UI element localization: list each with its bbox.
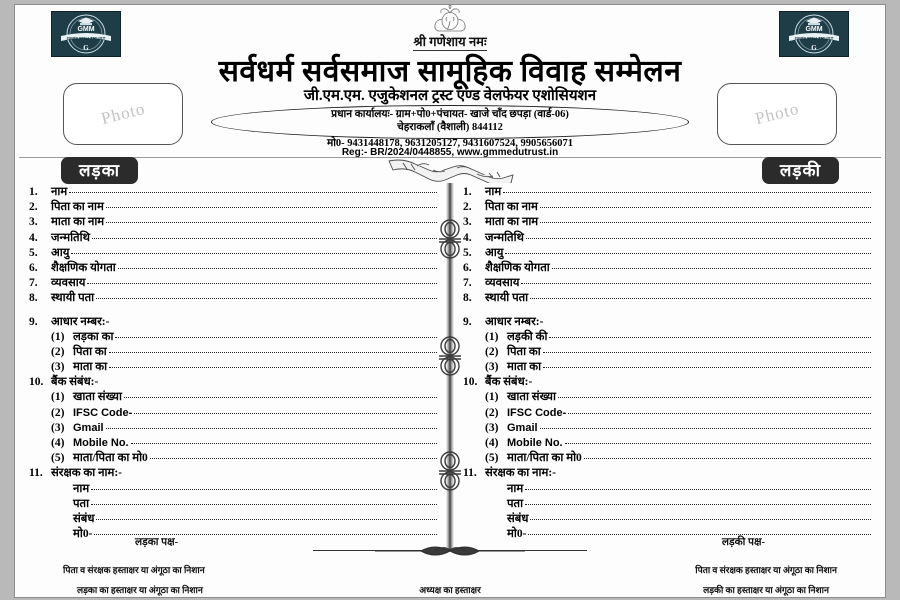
chairman-signature-label: अध्यक्ष का हस्ताक्षर: [419, 585, 481, 595]
field-label: नाम: [73, 482, 90, 495]
field-number: (4): [485, 437, 499, 449]
field-write-in-line[interactable]: [115, 337, 437, 338]
field-label: आयु: [51, 246, 70, 259]
form-field-row: [463, 362, 871, 377]
form-field-row: [463, 187, 871, 202]
field-label: संबंध: [73, 512, 95, 525]
field-number: 1.: [463, 186, 472, 198]
field-label: नाम: [507, 482, 524, 495]
field-number: (3): [485, 421, 499, 434]
ornamental-column-divider: [433, 183, 467, 551]
organization-name: जी.एम.एम. एजुकेशनल ट्रस्ट एण्ड वेलफेयर एशोसियशन: [303, 88, 597, 104]
form-field-row: [29, 187, 437, 202]
field-label: पिता का नाम: [51, 201, 104, 214]
form-section-heading: [463, 468, 871, 483]
field-write-in-line[interactable]: [549, 337, 871, 338]
field-number: (1): [51, 391, 65, 404]
field-number: (3): [485, 361, 499, 374]
svg-text:GMM: GMM: [77, 26, 95, 33]
form-field-row: [29, 514, 437, 529]
field-label: खाता संख्या: [507, 391, 556, 404]
svg-text:GMM EDU TRUST: GMM EDU TRUST: [794, 36, 834, 41]
svg-text:G: G: [83, 44, 89, 52]
field-label: माता का नाम: [51, 216, 105, 229]
form-field-row: [463, 499, 871, 514]
ganesha-icon: [427, 5, 473, 35]
field-label: पिता का नाम: [485, 201, 538, 214]
field-label: आधार नम्बर:-: [51, 315, 110, 328]
field-number: (3): [51, 361, 65, 374]
field-write-in-line[interactable]: [106, 207, 437, 208]
field-write-in-line[interactable]: [525, 504, 871, 505]
field-number: 9.: [29, 315, 38, 328]
form-field-row: [29, 392, 437, 407]
field-number: 4.: [29, 231, 38, 244]
form-field-row: [29, 263, 437, 278]
groom-side-label: लड़का पक्ष-: [135, 537, 179, 548]
field-write-in-line[interactable]: [525, 489, 871, 490]
field-write-in-line[interactable]: [568, 413, 871, 414]
groom-photo-box[interactable]: [63, 83, 183, 145]
form-field-row: [463, 202, 871, 217]
field-number: 4.: [463, 231, 472, 244]
field-write-in-line[interactable]: [91, 489, 437, 490]
field-number: 9.: [463, 315, 472, 328]
field-number: (1): [51, 330, 65, 343]
field-label: पता: [73, 497, 90, 510]
form-field-row: [29, 233, 437, 248]
form-field-row: [29, 499, 437, 514]
bride-photo-box[interactable]: [717, 83, 837, 145]
field-write-in-line[interactable]: [131, 443, 437, 444]
field-write-in-line[interactable]: [109, 367, 437, 368]
form-field-row: [463, 217, 871, 232]
svg-text:GMM EDU TRUST: GMM EDU TRUST: [66, 36, 106, 41]
field-number: 10.: [463, 376, 478, 389]
field-number: (4): [51, 437, 65, 449]
field-number: 8.: [463, 292, 472, 305]
field-number: 3.: [29, 216, 38, 229]
form-field-row: [463, 248, 871, 263]
bride-side-label: लड़की पक्ष-: [721, 537, 765, 548]
field-label: Gmail: [507, 421, 538, 434]
field-label: Mobile No.: [507, 437, 563, 449]
field-write-in-line[interactable]: [530, 298, 871, 299]
bride-guardian-signature-label: पिता व संरक्षक हस्ताक्षर या अंगूठा का निशान: [695, 565, 837, 575]
field-label: मो0-: [73, 528, 93, 541]
bride-signature-label: लड़की का हस्ताक्षर या अंगूठा का निशान: [703, 585, 829, 595]
field-label: मो0-: [507, 528, 527, 541]
field-write-in-line[interactable]: [521, 283, 871, 284]
field-write-in-line[interactable]: [91, 504, 437, 505]
field-label: शैक्षणिक योगता: [51, 261, 116, 274]
field-label: स्थायी पता: [51, 292, 95, 305]
field-label: बैंक संबंध:-: [485, 376, 533, 389]
field-number: (3): [51, 421, 65, 434]
field-write-in-line[interactable]: [96, 298, 437, 299]
field-label: माता/पिता का मो0: [73, 452, 148, 465]
photo-placeholder-label: Photo: [98, 98, 147, 129]
field-number: 10.: [29, 376, 44, 389]
field-number: (1): [485, 391, 499, 404]
field-label: IFSC Code-: [73, 406, 133, 419]
field-write-in-line[interactable]: [543, 352, 871, 353]
field-label: नाम: [485, 186, 502, 198]
field-label: नाम: [51, 186, 68, 198]
field-label: माता का नाम: [485, 216, 539, 229]
form-field-row: [463, 392, 871, 407]
field-write-in-line[interactable]: [87, 283, 437, 284]
form-field-row: [463, 484, 871, 499]
form-field-row: [463, 514, 871, 529]
field-number: 6.: [463, 261, 472, 274]
field-number: 6.: [29, 261, 38, 274]
contact-phone-numbers: मो0- 9431448178, 9631205127, 9431607524, 9905656071: [326, 138, 574, 149]
field-label: आयु: [485, 246, 504, 259]
field-label: आधार नम्बर:-: [485, 315, 544, 328]
address-line-1: प्रधान कार्यालयः- ग्राम+पो0+पंचायत- खाजे चाँद छपड़ा (वार्ड-06): [331, 109, 569, 120]
form-field-row: [29, 408, 437, 423]
field-label: लड़की की: [507, 330, 548, 343]
form-field-row: [29, 423, 437, 438]
field-write-in-line[interactable]: [92, 238, 437, 239]
field-label: माता का: [73, 361, 108, 374]
address-line-2: चेहराकलाँ (वैशाली) 844112: [397, 122, 503, 134]
form-field-row: [29, 332, 437, 347]
field-number: 8.: [29, 292, 38, 305]
field-label: Gmail: [73, 421, 104, 434]
field-write-in-line[interactable]: [71, 253, 437, 254]
field-number: (1): [485, 330, 499, 343]
field-write-in-line[interactable]: [558, 397, 871, 398]
field-number: 5.: [29, 246, 38, 259]
form-field-row: [463, 332, 871, 347]
form-section-heading: [29, 317, 437, 332]
field-write-in-line[interactable]: [530, 519, 871, 520]
form-field-row: [29, 484, 437, 499]
form-field-row: [29, 248, 437, 263]
form-field-row: [29, 438, 437, 453]
field-label: व्यवसाय: [485, 277, 520, 290]
groom-signature-label: लड़का का हस्ताक्षर या अंगूठा का निशान: [77, 585, 203, 595]
field-write-in-line[interactable]: [109, 352, 437, 353]
field-number: 11.: [29, 467, 43, 480]
field-write-in-line[interactable]: [134, 413, 437, 414]
field-write-in-line[interactable]: [540, 428, 871, 429]
field-write-in-line[interactable]: [526, 238, 871, 239]
form-field-row: [29, 362, 437, 377]
svg-text:GMM: GMM: [805, 26, 823, 33]
form-field-row: [463, 263, 871, 278]
form-field-row: [463, 293, 871, 308]
field-write-in-line[interactable]: [540, 207, 871, 208]
form-field-row: [29, 293, 437, 308]
field-label: बैंक संबंध:-: [51, 376, 99, 389]
field-label: शैक्षणिक योगता: [485, 261, 550, 274]
form-section-heading: [463, 317, 871, 332]
field-label: संबंध: [507, 512, 529, 525]
field-number: (2): [51, 345, 65, 358]
field-write-in-line[interactable]: [118, 268, 437, 269]
form-field-row: [463, 423, 871, 438]
bride-form-fields: [463, 187, 871, 544]
form-field-row: [463, 438, 871, 453]
groom-form-fields: [29, 187, 437, 544]
field-write-in-line[interactable]: [565, 443, 871, 444]
field-label: माता/पिता का मो0: [507, 452, 582, 465]
field-label: खाता संख्या: [73, 391, 122, 404]
field-number: 7.: [463, 277, 472, 290]
field-write-in-line[interactable]: [503, 192, 871, 193]
form-field-row: [29, 347, 437, 362]
field-number: 2.: [29, 201, 38, 214]
field-label: IFSC Code-: [507, 406, 567, 419]
photo-placeholder-label: Photo: [752, 98, 801, 129]
field-write-in-line[interactable]: [584, 458, 871, 459]
field-write-in-line[interactable]: [106, 428, 437, 429]
field-write-in-line[interactable]: [69, 192, 437, 193]
field-write-in-line[interactable]: [106, 222, 437, 223]
form-field-row: [463, 347, 871, 362]
field-number: (2): [51, 406, 65, 419]
form-field-row: [463, 408, 871, 423]
registration-and-website: Reg:- BR/2024/0448855, www.gmmedutrust.in: [341, 147, 559, 158]
field-label: Mobile No.: [73, 437, 129, 449]
field-number: 1.: [29, 186, 38, 198]
head-office-address: [211, 105, 689, 139]
form-field-row: [29, 217, 437, 232]
field-label: पिता का: [73, 345, 107, 358]
field-number: 7.: [29, 277, 38, 290]
bride-section-banner: लड़की: [762, 157, 839, 184]
field-number: 11.: [463, 467, 477, 480]
field-number: (2): [485, 406, 499, 419]
field-label: पिता का: [507, 345, 541, 358]
field-label: संरक्षक का नाम:-: [485, 467, 557, 480]
field-label: जन्मतिथि: [51, 231, 90, 244]
field-write-in-line[interactable]: [505, 253, 871, 254]
groom-guardian-signature-label: पिता व संरक्षक हस्ताक्षर या अंगूठा का निशान: [63, 565, 205, 575]
field-write-in-line[interactable]: [528, 534, 871, 535]
field-number: 5.: [463, 246, 472, 259]
handshake-icon: [385, 153, 515, 183]
field-label: लड़का का: [73, 330, 114, 343]
form-section-heading: [29, 468, 437, 483]
field-write-in-line[interactable]: [552, 268, 871, 269]
invocation-text: श्री गणेशाय नमः: [413, 34, 487, 49]
svg-text:G: G: [811, 44, 817, 52]
page-title: सर्वधर्म सर्वसमाज सामूहिक विवाह सम्मेलन: [218, 55, 682, 88]
field-write-in-line[interactable]: [96, 519, 437, 520]
marriage-application-form: [14, 4, 886, 598]
footer-ornament: [375, 543, 525, 559]
field-write-in-line[interactable]: [124, 397, 437, 398]
field-write-in-line[interactable]: [150, 458, 437, 459]
field-write-in-line[interactable]: [543, 367, 871, 368]
field-number: (2): [485, 345, 499, 358]
field-number: 3.: [463, 216, 472, 229]
form-field-row: [29, 202, 437, 217]
form-field-row: [463, 233, 871, 248]
field-label: व्यवसाय: [51, 277, 86, 290]
field-number: (5): [51, 452, 65, 465]
field-number: (5): [485, 452, 499, 465]
field-number: 2.: [463, 201, 472, 214]
field-label: पता: [507, 497, 524, 510]
field-label: माता का: [507, 361, 542, 374]
field-label: जन्मतिथि: [485, 231, 524, 244]
field-label: संरक्षक का नाम:-: [51, 467, 123, 480]
field-label: स्थायी पता: [485, 292, 529, 305]
field-write-in-line[interactable]: [540, 222, 871, 223]
groom-section-banner: लड़का: [61, 157, 138, 184]
